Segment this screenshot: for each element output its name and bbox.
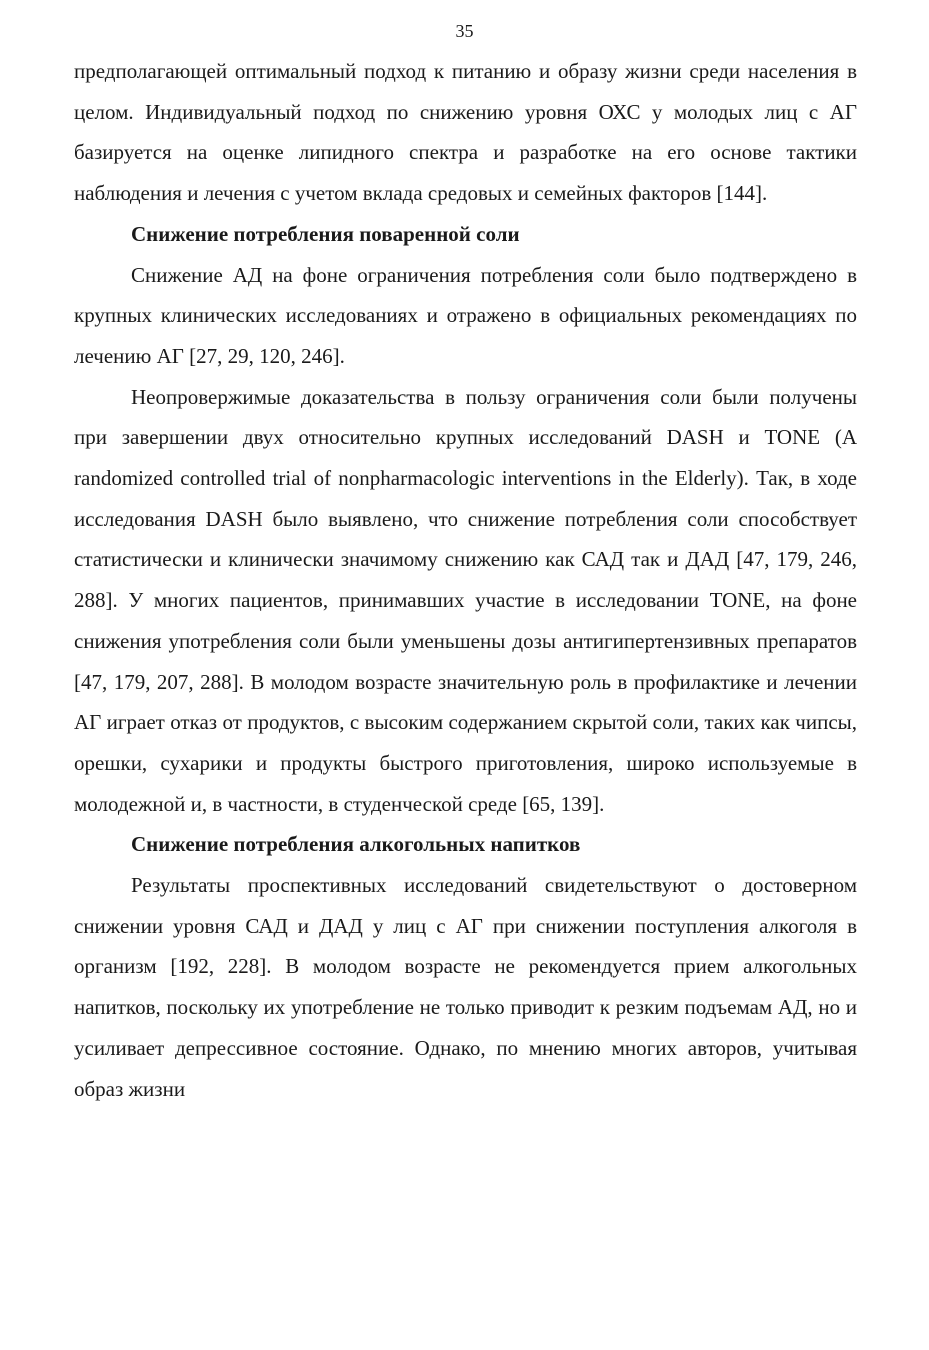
paragraph-salt-intro: Снижение АД на фоне ограничения потребления соли было подтверждено в крупных клинических исследованиях и отражено в официальных рекомендациях по лечению АГ [27, 29, 120, 246].: [74, 262, 857, 368]
paragraph-salt-evidence: Неопровержимые доказательства в пользу ограничения соли были получены при завершении двух относительно крупных исследований DASH и TONE (A randomized controlled trial of nonpharmacologic interventions in the Elderly). Так, в ходе исследования DASH было выявлено, что снижение потребления соли способствует статистически и клинически значимому снижению как САД так и ДАД [47, 179, 246, 288]. У многих пациентов, принимавших участие в исследовании TONE, на фоне снижения употребления соли были уменьшены дозы антигипертензивных препаратов [47, 179, 207, 288]. В молодом возрасте значительную роль в профилактике и лечении АГ играет отказ от продуктов, с высоким содержанием скрытой соли, таких как чипсы, орешки, сухарики и продукты быстрого приготовления, широко используемые в молодежной и, в частности, в студенческой среде [65, 139].: [74, 384, 857, 816]
section-heading-alcohol: Снижение потребления алкогольных напитков: [131, 832, 581, 857]
paragraph-continuation: предполагающей оптимальный подход к питанию и образу жизни среди населения в целом. Индивидуальный подход по снижению уровня ОХС у молодых лиц с АГ базируется на оценке липидного спектра и разработке на его основе тактики наблюдения и лечения с учетом вклада средовых и семейных факторов [144].: [74, 59, 857, 206]
page-number: 35: [455, 21, 474, 41]
paragraph-alcohol: Результаты проспективных исследований свидетельствуют о достоверном снижении уровня САД и ДАД у лиц с АГ при снижении поступления алкоголя в организм [192, 228]. В молодом возрасте не рекомендуется прием алкогольных напитков, поскольку их употребление не только приводит к резким подъемам АД, но и усиливает депрессивное состояние. Однако, по мнению многих авторов, учитывая образ жизни: [74, 873, 857, 1101]
section-heading-salt: Снижение потребления поваренной соли: [131, 221, 520, 246]
body-text: [74, 51, 857, 1109]
